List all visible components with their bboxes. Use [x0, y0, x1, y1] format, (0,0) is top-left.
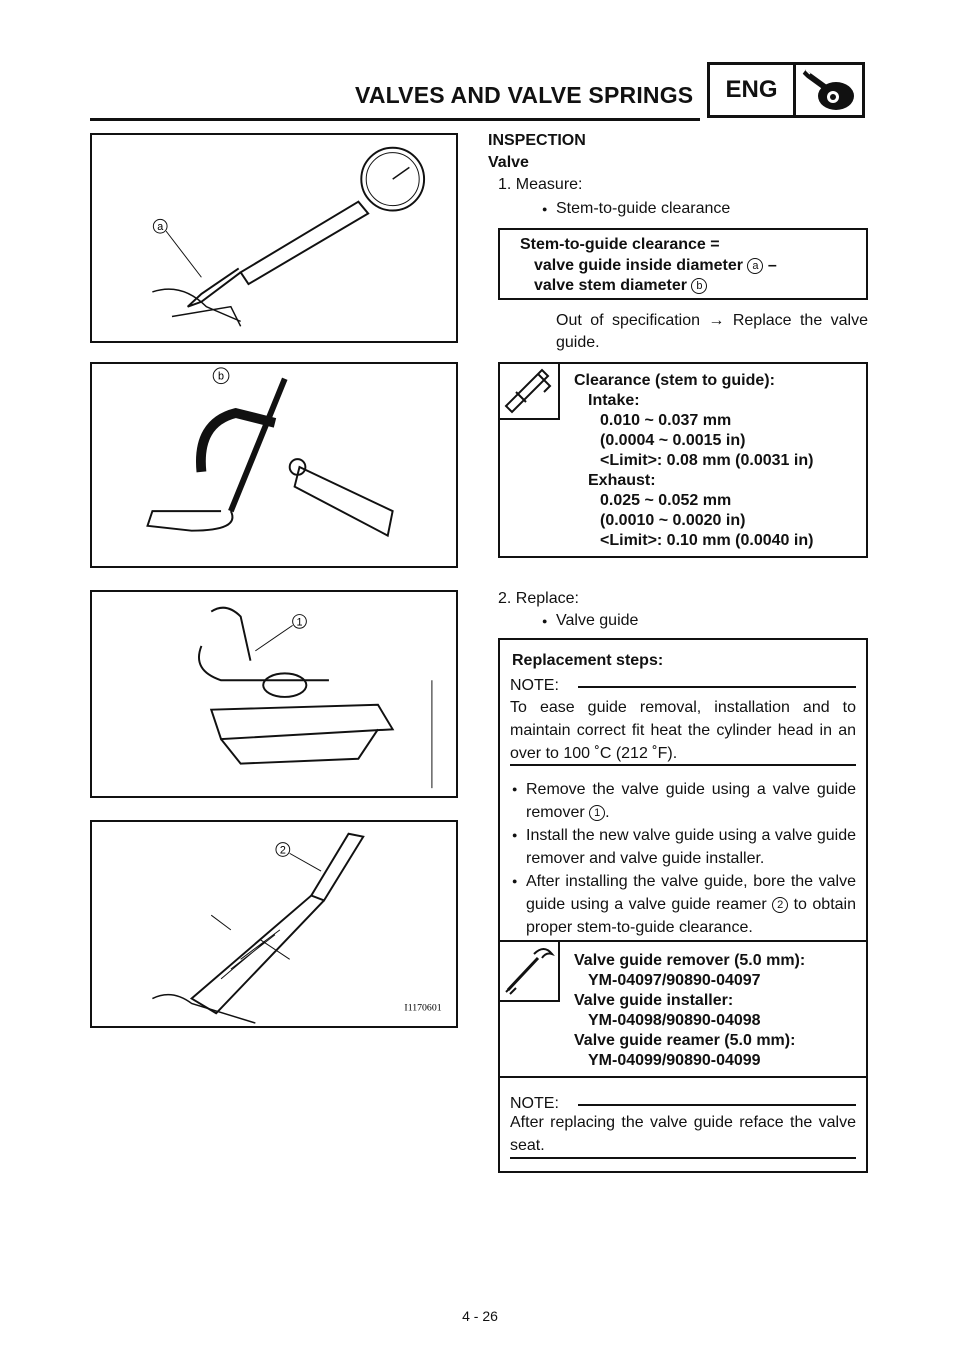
out-of-spec-text: Out of specification → Replace the valve guide.: [556, 312, 868, 351]
bullet-install-guide: ● Install the new valve guide using a valve guide remover and valve guide installer.: [526, 824, 856, 870]
note-2-rule-bottom: [510, 1157, 856, 1159]
tools-divider-bottom: [498, 1076, 868, 1078]
formula-line-3: valve stem diameter b: [534, 275, 707, 297]
figure-code: I1170601: [404, 1002, 442, 1014]
spec-exhaust-range-in: (0.0010 ~ 0.0020 in): [600, 512, 746, 529]
special-tool-icon: [498, 940, 560, 1002]
bullet-remove-guide: ● Remove the valve guide using a valve guide remover 1 .: [526, 778, 856, 824]
figure-micrometer: [90, 362, 458, 568]
tool-1-number: YM-04097/90890-04097: [588, 972, 761, 989]
note-text: To ease guide removal, installation and to maintain correct fit heat the cylinder head in an over to 100 ˚C (212 ˚F).: [510, 699, 856, 762]
section-label: ENG: [710, 65, 796, 115]
tool-2-name: Valve guide installer:: [574, 992, 734, 1009]
step-1: 1. Measure:: [498, 176, 583, 193]
figure-label-2: 2: [279, 844, 286, 857]
step-2-item: ● Valve guide: [556, 610, 638, 632]
step-1-item: ● Stem-to-guide clearance: [556, 198, 730, 220]
formula-line-2: valve guide inside diameter a –: [534, 257, 777, 274]
replacement-steps-title: Replacement steps:: [512, 652, 664, 669]
note-2-rule-top: [578, 1104, 856, 1106]
figure-guide-reamer: [90, 820, 458, 1028]
page-title: VALVES AND VALVE SPRINGS: [355, 82, 694, 108]
figure-label-a: a: [157, 221, 164, 234]
tool-3-number: YM-04099/90890-04099: [588, 1052, 761, 1069]
ref-a: a: [747, 258, 763, 274]
note-label: NOTE:: [510, 677, 559, 694]
tool-3-name: Valve guide reamer (5.0 mm):: [574, 1032, 796, 1049]
spec-intake-range: 0.010 ~ 0.037 mm: [600, 412, 732, 429]
header-rule: [90, 118, 700, 121]
spec-exhaust-label: Exhaust:: [588, 472, 656, 489]
valve-subheading: Valve: [488, 154, 529, 171]
spec-intake-label: Intake:: [588, 392, 640, 409]
spec-intake-range-in: (0.0004 ~ 0.0015 in): [600, 432, 746, 449]
note-rule-top: [578, 686, 856, 688]
spec-exhaust-limit: <Limit>: 0.10 mm (0.0040 in): [600, 532, 814, 549]
note-2-text: After replacing the valve guide reface the valve seat.: [510, 1114, 856, 1154]
ref-2: 2: [772, 897, 788, 913]
spec-exhaust-range: 0.025 ~ 0.052 mm: [600, 492, 732, 509]
page-number: 4 - 26: [462, 1308, 498, 1324]
ref-1: 1: [589, 805, 605, 821]
tool-2-number: YM-04098/90890-04098: [588, 1012, 761, 1029]
ref-b: b: [691, 278, 707, 294]
formula-line-1: Stem-to-guide clearance =: [520, 236, 720, 253]
inspection-heading: INSPECTION: [488, 132, 586, 149]
step-2: 2. Replace:: [498, 590, 579, 607]
bullet-bore-guide: ● After installing the valve guide, bore the valve guide using a valve guide reamer 2 to obtain proper stem-to-guide clearance.: [526, 870, 856, 939]
note-rule-bottom: [510, 764, 856, 766]
tool-1-name: Valve guide remover (5.0 mm):: [574, 952, 806, 969]
engine-wrench-icon: [796, 65, 862, 115]
figure-label-b: b: [218, 370, 225, 383]
spec-title: Clearance (stem to guide):: [574, 372, 775, 389]
figure-dial-bore-gauge: [90, 133, 458, 343]
note-2-label: NOTE:: [510, 1095, 559, 1112]
section-tab: [707, 62, 865, 118]
figure-guide-removal: [90, 590, 458, 798]
spec-intake-limit: <Limit>: 0.08 mm (0.0031 in): [600, 452, 814, 469]
figure-label-1: 1: [296, 616, 303, 629]
caliper-icon: [498, 362, 560, 420]
